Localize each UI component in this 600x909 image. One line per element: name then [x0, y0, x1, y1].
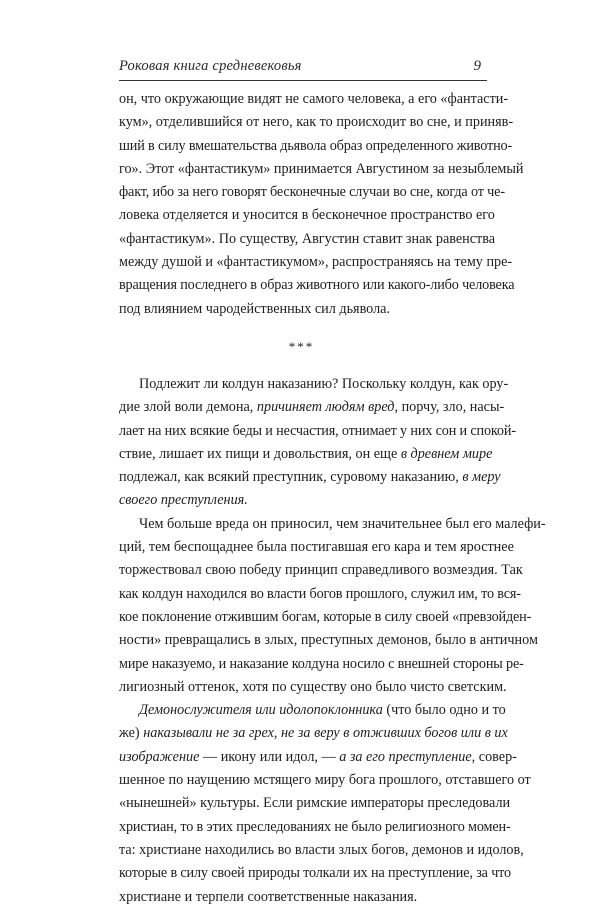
text-line: торжествовал свою победу принцип справедливого возмездия. Так	[119, 562, 523, 579]
paragraph-augustine	[119, 88, 524, 321]
text-line: кум», отделившийся от него, как то происходит во сне, и приняв-	[119, 114, 514, 131]
text-line: подлежал, как всякий преступник, суровому наказанию, в меру	[119, 469, 501, 486]
page-header	[119, 58, 487, 80]
text-line: Подлежит ли колдун наказанию? Поскольку колдун, как ору-	[139, 375, 509, 392]
section-separator: ***	[288, 338, 315, 354]
text-line: кое поклонение отжившим богам, которые в силу своей «превзойден-	[119, 608, 532, 625]
text-line: Демонослужителя или идолопоклонника (что было одно и то	[139, 702, 506, 719]
text-line: которые в силу своей природы толкали их на преступление, за что	[119, 865, 511, 882]
text-line: же) наказывали не за грех, не за веру в отживших богов или в их	[119, 725, 508, 742]
text-line: го». Этот «фантастикум» принимается Августином за незыблемый	[119, 160, 524, 177]
text-line: ший в силу вмешательства дьявола образ определенного животно-	[119, 137, 513, 154]
text-line: между душой и «фантастикумом», распространяясь на тему пре-	[119, 254, 513, 271]
text-line: Чем больше вреда он приносил, чем значительнее был его малефи-	[139, 515, 546, 532]
text-line: ности» превращались в злых, преступных демонов, было в античном	[119, 632, 538, 649]
running-title: Роковая книга средневековья	[119, 58, 302, 74]
text-line: христиан, то в этих преследованиях не было религиозного момен-	[119, 818, 511, 835]
text-line: мире наказуемо, и наказание колдуна носило с внешней стороны ре-	[119, 655, 524, 672]
page-body	[119, 88, 546, 909]
text-line: ловека отделяется и уносится в бесконечное пространство его	[119, 207, 495, 224]
paragraph-punishment	[119, 373, 516, 513]
text-line: ций, тем беспощаднее была постигавшая его кара и тем яростнее	[119, 539, 514, 556]
text-line: факт, ибо за него говорят бесконечные случаи во сне, когда от че-	[119, 184, 505, 201]
text-line: дие злой воли демона, причиняет людям вред, порчу, зло, насы-	[119, 399, 505, 416]
text-line: «фантастикум». По существу, Августин ставит знак равенства	[119, 230, 496, 247]
text-line: он, что окружающие видят не самого человека, а его «фантасти-	[119, 91, 509, 107]
text-line: вращения последнего в образ животного или какого-либо человека	[119, 277, 515, 294]
text-line: изображение — икону или идол, — а за его преступление, совер-	[119, 748, 517, 765]
text-line: под влиянием чародейственных сил дьявола.	[119, 300, 391, 317]
paragraph-maleficium	[119, 513, 546, 699]
text-line: лигиозный оттенок, хотя по существу оно было чисто светским.	[119, 678, 507, 695]
text-line: своего преступления.	[119, 492, 248, 509]
text-line: как колдун находился во власти богов прошлого, служил им, то вся-	[119, 585, 521, 602]
page-number: 9	[473, 58, 481, 74]
paragraph-idolaters	[119, 699, 531, 909]
text-line: ствие, лишает их пищи и довольствия, он еще в древнем мире	[119, 445, 493, 462]
header-rule	[119, 80, 487, 81]
text-line: шенное по наущению мстящего миру бога прошлого, отставшего от	[119, 772, 531, 789]
text-line: христиане и терпели соответственные наказания.	[119, 888, 418, 905]
text-line: лает на них всякие беды и несчастия, отнимает у них сон и спокой-	[119, 422, 516, 439]
text-line: «нынешней» культуры. Если римские императоры преследовали	[119, 795, 511, 812]
text-line: та: христиане находились во власти злых богов, демонов и идолов,	[119, 841, 524, 858]
